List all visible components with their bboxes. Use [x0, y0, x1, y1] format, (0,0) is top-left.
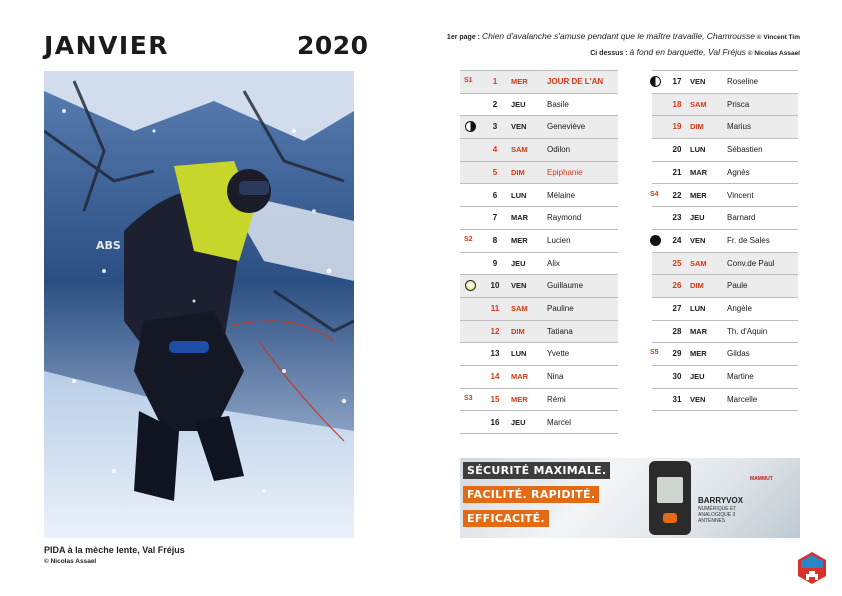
- calendar-day-row: [460, 389, 618, 412]
- saint-name: Mélaine: [547, 190, 576, 200]
- day-number: 7: [492, 213, 498, 223]
- calendar-day-row: [460, 366, 618, 389]
- credit-prefix: Ci dessus :: [590, 50, 630, 57]
- weekday: SAM: [511, 145, 528, 155]
- saint-name: Guillaume: [547, 281, 584, 291]
- moon-phase-icon: [465, 121, 476, 132]
- saint-name: Geneviève: [547, 122, 586, 132]
- weekday: JEU: [511, 99, 526, 109]
- calendar-day-row: [460, 94, 618, 117]
- day-number: 25: [672, 258, 682, 268]
- saint-name: Yvette: [547, 349, 570, 359]
- credit-author: © Vincent Tim: [754, 34, 800, 41]
- photo-credit: [590, 47, 800, 57]
- weekday: LUN: [511, 349, 527, 359]
- day-number: 29: [672, 349, 682, 359]
- publisher-logo-icon: [797, 551, 827, 585]
- calendar-day-row: [652, 162, 798, 185]
- calendar-day-row: [652, 71, 798, 94]
- day-number: 28: [672, 326, 682, 336]
- skier-photo-illustration: [44, 71, 354, 538]
- day-number: 13: [490, 349, 500, 359]
- day-number: 30: [672, 372, 682, 382]
- weekday: JEU: [690, 372, 705, 382]
- day-number: 14: [490, 372, 500, 382]
- week-number: S2: [464, 235, 473, 243]
- day-number: 2: [492, 99, 498, 109]
- saint-name: Marius: [727, 122, 752, 132]
- day-number: 22: [672, 190, 682, 200]
- day-number: 23: [672, 213, 682, 223]
- weekday: JEU: [511, 258, 526, 268]
- day-number: 27: [672, 304, 682, 313]
- calendar-day-row: [460, 139, 618, 162]
- row-divider: [652, 410, 798, 411]
- photo-caption-credit: © Nicolas Assael: [44, 558, 97, 565]
- column-top-border: [460, 70, 618, 71]
- calendar-day-row: [460, 321, 618, 344]
- credit-prefix: 1er page :: [446, 34, 482, 41]
- calendar-day-row: [652, 94, 798, 117]
- calendar-day-row: [460, 116, 618, 139]
- weekday: SAM: [690, 258, 707, 268]
- day-number: 31: [672, 394, 682, 404]
- day-number: 4: [492, 145, 498, 155]
- saint-name: Nina: [547, 372, 564, 382]
- saint-name: Roseline: [727, 77, 759, 86]
- weekday: SAM: [690, 99, 707, 109]
- calendar-day-row: [652, 298, 798, 321]
- column-top-border: [652, 70, 798, 71]
- saint-name: Angèle: [727, 304, 752, 313]
- day-number: 11: [490, 304, 500, 313]
- ad-brand-logo: MAMMUT: [750, 476, 773, 482]
- calendar-day-row: [652, 116, 798, 139]
- saint-name: Tatiana: [547, 326, 573, 336]
- weekday: SAM: [511, 304, 528, 313]
- calendar-day-row: [460, 207, 618, 230]
- weekday: JEU: [690, 213, 705, 223]
- main-photo: [44, 71, 354, 538]
- weekday: MER: [511, 235, 528, 245]
- photo-caption: PIDA à la mèche lente, Val Fréjus: [44, 545, 185, 555]
- saint-name: Lucien: [547, 235, 571, 245]
- week-number: S4: [650, 190, 659, 198]
- saint-name: Rémi: [547, 394, 566, 404]
- day-number: 26: [672, 281, 682, 291]
- weekday: MER: [690, 190, 707, 200]
- day-number: 5: [492, 167, 498, 177]
- transceiver-device-icon: [649, 461, 691, 535]
- day-number: 19: [672, 122, 682, 132]
- saint-name: Marcelle: [727, 394, 758, 404]
- weekday: VEN: [511, 122, 527, 132]
- calendar-day-row: [652, 275, 798, 298]
- calendar-day-row: [652, 185, 798, 208]
- weekday: DIM: [690, 281, 704, 291]
- calendar-day-row: [460, 253, 618, 276]
- saint-name: Marcel: [547, 417, 572, 427]
- day-number: 6: [492, 190, 498, 200]
- calendar-day-row: [460, 343, 618, 366]
- saint-name: Vincent: [727, 190, 754, 200]
- ad-line-3: EFFICACITÉ.: [463, 510, 549, 527]
- day-number: 10: [490, 281, 500, 291]
- day-number: 20: [672, 145, 682, 155]
- day-number: 1: [492, 77, 498, 86]
- saint-name: JOUR DE L'AN: [547, 77, 604, 86]
- saint-name: Pauline: [547, 304, 574, 313]
- calendar-day-row: [652, 253, 798, 276]
- saint-name: Agnès: [727, 167, 750, 177]
- saint-name: Raymond: [547, 213, 582, 223]
- day-number: 8: [492, 235, 498, 245]
- weekday: DIM: [690, 122, 704, 132]
- calendar-day-row: [652, 366, 798, 389]
- saint-name: Th. d'Aquin: [727, 326, 768, 336]
- calendar-day-row: [460, 71, 618, 94]
- moon-phase-icon: [650, 235, 661, 246]
- calendar-day-row: [460, 162, 618, 185]
- saint-name: Martine: [727, 372, 754, 382]
- calendar-day-row: [652, 343, 798, 366]
- weekday: DIM: [511, 326, 525, 336]
- day-number: 24: [672, 235, 682, 245]
- calendar-day-row: [652, 230, 798, 253]
- weekday: MER: [511, 77, 528, 86]
- weekday: VEN: [511, 281, 527, 291]
- day-number: 15: [490, 394, 500, 404]
- calendar-day-row: [460, 298, 618, 321]
- weekday: MER: [511, 394, 528, 404]
- weekday: VEN: [690, 77, 706, 86]
- calendar-day-row: [652, 389, 798, 412]
- weekday: MER: [690, 349, 707, 359]
- weekday: JEU: [511, 417, 526, 427]
- weekday: LUN: [690, 145, 706, 155]
- saint-name: Fr. de Sales: [727, 235, 770, 245]
- credit-author: © Nicolas Assael: [745, 50, 800, 57]
- week-number: S5: [650, 349, 659, 357]
- ad-line-1: SÉCURITÉ MAXIMALE.: [463, 462, 610, 479]
- saint-name: Barnard: [727, 213, 756, 223]
- month-title: JANVIER: [44, 31, 170, 60]
- ad-product-subtitle: NUMÉRIQUE ET ANALOGIQUE 3 ANTENNES: [698, 506, 737, 524]
- ad-product-name: BARRYVOX: [698, 496, 744, 505]
- credit-text: Chien d'avalanche s'amuse pendant que le maître travaille, Chamrousse: [481, 31, 755, 41]
- day-number: 17: [672, 77, 682, 86]
- weekday: MAR: [690, 167, 708, 177]
- day-number: 3: [492, 122, 498, 132]
- week-number: S3: [464, 394, 473, 402]
- weekday: VEN: [690, 235, 706, 245]
- weekday: LUN: [511, 190, 527, 200]
- saint-name: Odilon: [547, 145, 571, 155]
- calendar-day-row: [460, 412, 618, 435]
- calendar-day-row: [460, 230, 618, 253]
- calendar-day-row: [652, 321, 798, 344]
- saint-name: Paule: [727, 281, 748, 291]
- weekday: MAR: [690, 326, 708, 336]
- day-number: 18: [672, 99, 682, 109]
- saint-name: Gildas: [727, 349, 750, 359]
- row-divider: [460, 433, 618, 434]
- jacket-text: ABS: [96, 239, 121, 252]
- saint-name: Epiphanie: [547, 167, 583, 177]
- saint-name: Alix: [547, 258, 560, 268]
- saint-name: Sébastien: [727, 145, 763, 155]
- saint-name: Conv.de Paul: [727, 258, 775, 268]
- day-number: 9: [492, 258, 498, 268]
- credit-text: à fond en barquette, Val Fréjus: [629, 47, 746, 57]
- weekday: DIM: [511, 167, 525, 177]
- weekday: LUN: [690, 304, 706, 313]
- day-number: 12: [490, 326, 500, 336]
- calendar-day-row: [652, 139, 798, 162]
- day-number: 16: [490, 417, 500, 427]
- week-number: S1: [464, 77, 473, 84]
- saint-name: Prisca: [727, 99, 750, 109]
- calendar-day-row: [460, 185, 618, 208]
- calendar-day-row: [652, 207, 798, 230]
- moon-phase-icon: [465, 280, 476, 291]
- cover-photo-credit: [447, 31, 800, 41]
- weekday: VEN: [690, 394, 706, 404]
- year-title: 2020: [297, 31, 369, 60]
- ad-banner[interactable]: [460, 458, 800, 538]
- day-number: 21: [672, 167, 682, 177]
- calendar-day-row: [460, 275, 618, 298]
- weekday: MAR: [511, 372, 529, 382]
- weekday: MAR: [511, 213, 529, 223]
- saint-name: Basile: [547, 99, 569, 109]
- ad-line-2: FACILITÉ. RAPIDITÉ.: [463, 486, 599, 503]
- moon-phase-icon: [650, 76, 661, 87]
